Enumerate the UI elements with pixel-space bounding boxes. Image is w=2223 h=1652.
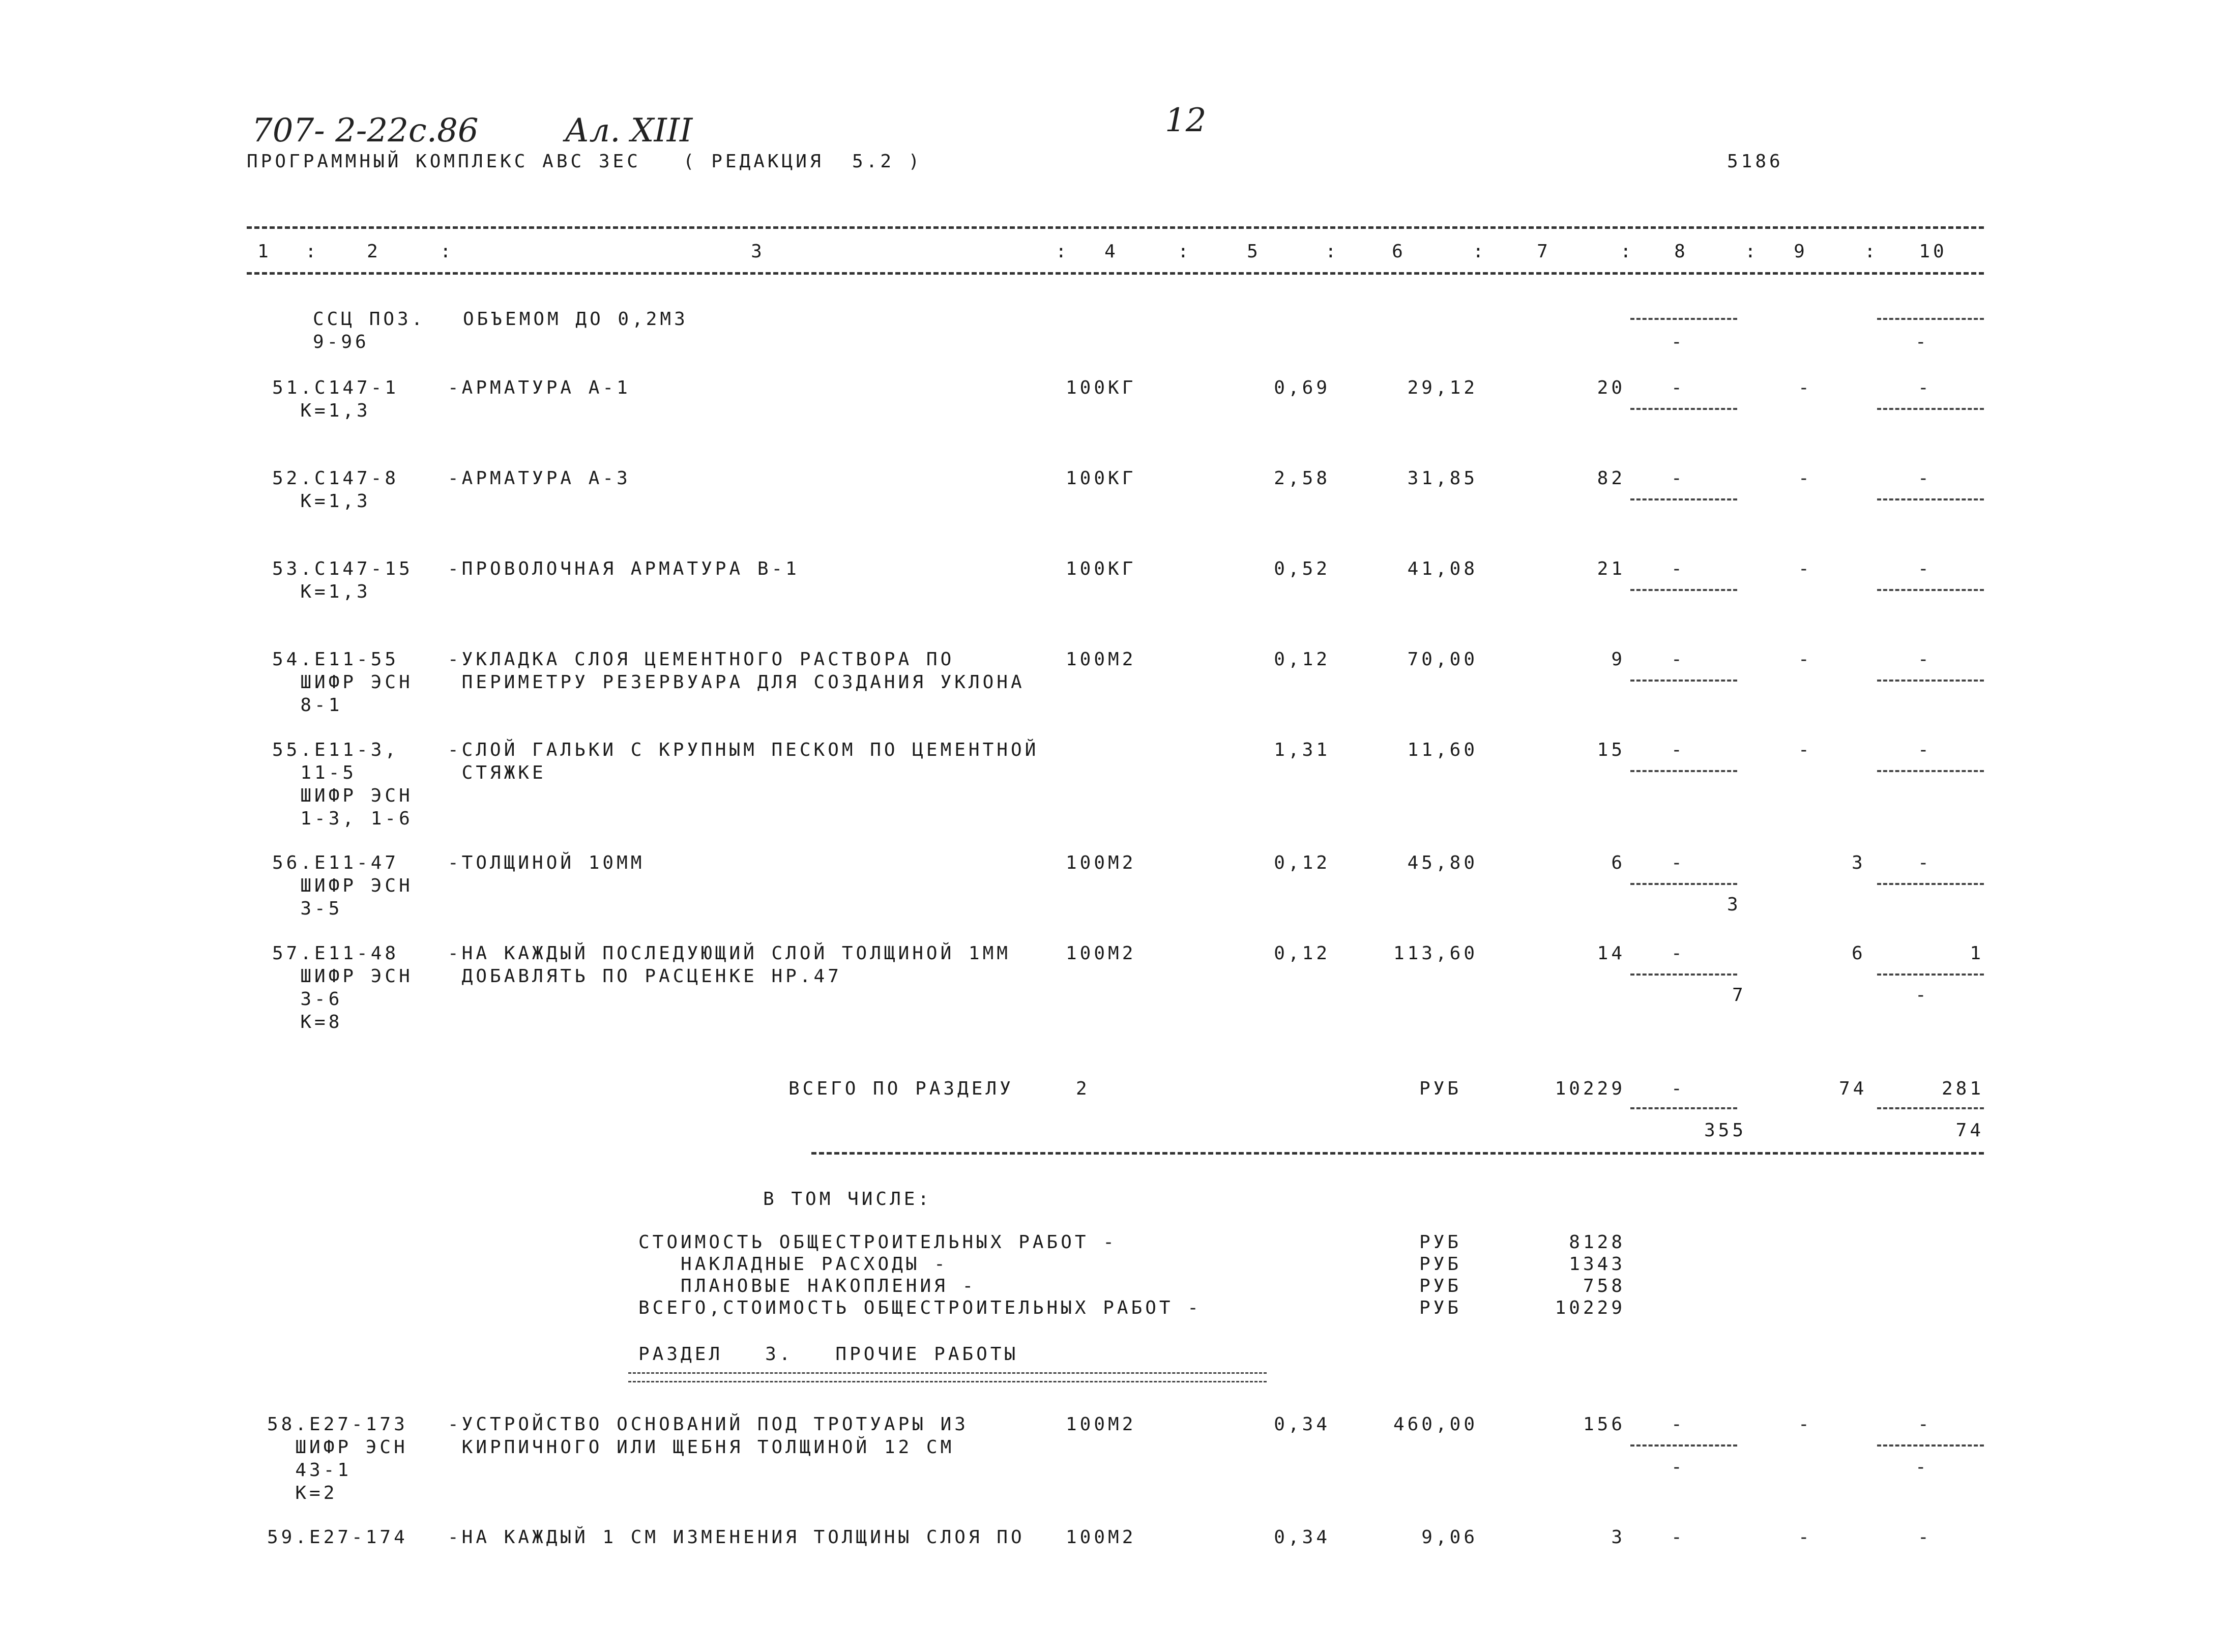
col-sep: : (1745, 241, 1759, 262)
row-rule (1630, 498, 1737, 500)
row-unit: 100М2 (1066, 852, 1136, 873)
row-code: 59.Е27-174 (267, 1527, 408, 1548)
intro-code: ССЦ ПОЗ. 9-96 (313, 309, 426, 352)
row-desc: -ПРОВОЛОЧНАЯ АРМАТУРА В-1 (448, 558, 800, 579)
row-qty: 0,12 (1274, 852, 1330, 873)
row-c8-lower: 3 (1727, 894, 1741, 915)
col-num-3: 3 (751, 241, 765, 262)
row-unit: 100КГ (1066, 468, 1136, 489)
row-rule (1630, 973, 1737, 976)
row-c10: - (1918, 649, 1932, 670)
row-code: 52.С147-8 К=1,3 (272, 468, 399, 512)
row-desc: -НА КАЖДЫЙ 1 СМ ИЗМЕНЕНИЯ ТОЛЩИНЫ СЛОЯ ПО (448, 1527, 1025, 1548)
row-code: 58.Е27-173 ШИФР ЭСН 43-1 К=2 (267, 1414, 408, 1503)
row-desc: -СЛОЙ ГАЛЬКИ С КРУПНЫМ ПЕСКОМ ПО ЦЕМЕНТНОЙ СТЯЖКЕ (448, 740, 1039, 783)
col-sep: : (1473, 241, 1487, 262)
row-rule (1877, 883, 1984, 885)
row-qty: 0,12 (1274, 943, 1330, 964)
row-c9: - (1798, 1527, 1812, 1548)
row-rule (1877, 770, 1984, 772)
row-unit: 100М2 (1066, 943, 1136, 964)
row-c9: - (1798, 1414, 1812, 1435)
row-c10-lower: - (1915, 985, 1929, 1006)
row-c9: - (1798, 740, 1812, 760)
row-rule (1630, 1444, 1737, 1447)
row-total: 15 (1597, 740, 1625, 760)
col-sep: : (1864, 241, 1879, 262)
section3-title: РАЗДЕЛ 3. ПРОЧИЕ РАБОТЫ (638, 1344, 1019, 1365)
breakdown-unit: РУБ (1419, 1276, 1462, 1296)
col-num-4: 4 (1104, 241, 1119, 262)
row-desc: -УСТРОЙСТВО ОСНОВАНИЙ ПОД ТРОТУАРЫ ИЗ КИРПИЧНОГО ИЛИ ЩЕБНЯ ТОЛЩИНОЙ 12 СМ (448, 1414, 969, 1458)
handwritten-doc-code: 707- 2-22с.86 (252, 112, 479, 150)
section-total-c8-lower: 355 (1704, 1120, 1747, 1141)
intro-rule-8 (1630, 318, 1737, 320)
col-sep: : (1325, 241, 1339, 262)
row-rule (1630, 680, 1737, 682)
col-sep: : (440, 241, 454, 262)
row-c8: - (1671, 852, 1685, 873)
row-code: 55.Е11-3, 11-5 ШИФР ЭСН 1-3, 1-6 (272, 740, 413, 829)
section-total-c8: - (1671, 1078, 1685, 1099)
row-qty: 0,52 (1274, 558, 1330, 579)
row-c9: - (1798, 649, 1812, 670)
row-total: 3 (1611, 1527, 1625, 1548)
intro-rule-10 (1877, 318, 1984, 320)
row-qty: 0,69 (1274, 377, 1330, 398)
row-c8: - (1671, 740, 1685, 760)
col-num-10: 10 (1919, 241, 1947, 262)
row-c10: - (1918, 740, 1932, 760)
row-rule (1877, 589, 1984, 591)
row-c10: - (1918, 1414, 1932, 1435)
row-total: 14 (1597, 943, 1625, 964)
row-c10-lower: - (1915, 1457, 1929, 1478)
breakdown-value: 1343 (1569, 1254, 1625, 1275)
section-total-c9: 74 (1839, 1078, 1867, 1099)
row-c8: - (1671, 1527, 1685, 1548)
row-code: 56.Е11-47 ШИФР ЭСН 3-5 (272, 852, 413, 919)
row-c8: - (1671, 377, 1685, 398)
row-c8: - (1671, 468, 1685, 489)
col-num-6: 6 (1392, 241, 1406, 262)
section-total-section: 2 (1076, 1078, 1090, 1099)
row-qty: 2,58 (1274, 468, 1330, 489)
col-num-8: 8 (1674, 241, 1688, 262)
row-c8: - (1671, 1414, 1685, 1435)
row-qty: 0,34 (1274, 1527, 1330, 1548)
breakdown-value: 10229 (1555, 1297, 1625, 1318)
row-c8-lower: - (1671, 1457, 1685, 1478)
row-unit: 100КГ (1066, 377, 1136, 398)
intro-c8-lower: - (1671, 332, 1685, 352)
row-c8: - (1671, 558, 1685, 579)
row-unit: 100КГ (1066, 558, 1136, 579)
row-code: 51.С147-1 К=1,3 (272, 377, 399, 421)
program-line: ПРОГРАММНЫЙ КОМПЛЕКС АВС 3ЕС ( РЕДАКЦИЯ 5.2 ) (247, 151, 923, 172)
row-code: 57.Е11-48 ШИФР ЭСН 3-6 К=8 (272, 943, 413, 1032)
row-c9: - (1798, 468, 1812, 489)
row-c9: - (1798, 377, 1812, 398)
intro-c10-lower: - (1915, 332, 1929, 352)
row-c8-lower: 7 (1732, 985, 1746, 1006)
breakdown-label: ПЛАНОВЫЕ НАКОПЛЕНИЯ - (638, 1276, 977, 1296)
row-desc: -ТОЛЩИНОЙ 10ММ (448, 852, 645, 873)
row-c10: - (1918, 468, 1932, 489)
row-code: 54.Е11-55 ШИФР ЭСН 8-1 (272, 649, 413, 716)
section-total-unit: РУБ (1419, 1078, 1462, 1099)
row-price: 29,12 (1407, 377, 1478, 398)
handwritten-page-number: 12 (1165, 102, 1207, 139)
row-rule (1877, 680, 1984, 682)
row-c10: - (1918, 377, 1932, 398)
breakdown-label: СТОИМОСТЬ ОБЩЕСТРОИТЕЛЬНЫХ РАБОТ - (638, 1232, 1117, 1253)
row-total: 82 (1597, 468, 1625, 489)
col-num-2: 2 (367, 241, 381, 262)
row-unit: 100М2 (1066, 649, 1136, 670)
section3-underline (628, 1372, 1267, 1382)
row-rule (1877, 1444, 1984, 1447)
row-rule (1630, 589, 1737, 591)
row-price: 41,08 (1407, 558, 1478, 579)
row-unit: 100М2 (1066, 1527, 1136, 1548)
row-total: 156 (1583, 1414, 1625, 1435)
row-rule (1630, 408, 1737, 410)
breakdown-label: ВСЕГО,СТОИМОСТЬ ОБЩЕСТРОИТЕЛЬНЫХ РАБОТ - (638, 1297, 1202, 1318)
col-num-9: 9 (1794, 241, 1808, 262)
row-desc: -УКЛАДКА СЛОЯ ЦЕМЕНТНОГО РАСТВОРА ПО ПЕРИМЕТРУ РЕЗЕРВУАРА ДЛЯ СОЗДАНИЯ УКЛОНА (448, 649, 1025, 693)
row-price: 460,00 (1393, 1414, 1478, 1435)
breakdown-value: 8128 (1569, 1232, 1625, 1253)
section-total-rule (1877, 1107, 1984, 1109)
row-c10: - (1918, 1527, 1932, 1548)
col-sep: : (1620, 241, 1634, 262)
intro-desc: ОБЪЕМОМ ДО 0,2М3 (463, 309, 688, 330)
row-code: 53.С147-15 К=1,3 (272, 558, 413, 602)
section-total-label: ВСЕГО ПО РАЗДЕЛУ (788, 1078, 1014, 1099)
row-qty: 0,34 (1274, 1414, 1330, 1435)
row-c8: - (1671, 649, 1685, 670)
breakdown-unit: РУБ (1419, 1254, 1462, 1275)
row-price: 113,60 (1393, 943, 1478, 964)
row-qty: 1,31 (1274, 740, 1330, 760)
row-total: 9 (1611, 649, 1625, 670)
row-qty: 0,12 (1274, 649, 1330, 670)
row-c8: - (1671, 943, 1685, 964)
row-unit: 100М2 (1066, 1414, 1136, 1435)
row-price: 11,60 (1407, 740, 1478, 760)
row-rule (1877, 498, 1984, 500)
row-desc: -АРМАТУРА А-3 (448, 468, 631, 489)
row-c9: 6 (1852, 943, 1866, 964)
header-rule-top (247, 226, 1984, 229)
row-total: 21 (1597, 558, 1625, 579)
breakdown-label: НАКЛАДНЫЕ РАСХОДЫ - (638, 1254, 948, 1275)
col-num-7: 7 (1537, 241, 1551, 262)
doc-number: 5186 (1727, 151, 1783, 172)
row-rule (1877, 973, 1984, 976)
col-sep: : (1056, 241, 1070, 262)
section-total-rule (1630, 1107, 1737, 1109)
row-c10: - (1918, 852, 1932, 873)
col-num-1: 1 (257, 241, 272, 262)
row-price: 31,85 (1407, 468, 1478, 489)
breakdown-unit: РУБ (1419, 1232, 1462, 1253)
row-desc: -АРМАТУРА А-1 (448, 377, 631, 398)
section-total-rule-long (811, 1152, 1984, 1155)
row-c9: - (1798, 558, 1812, 579)
row-rule (1630, 883, 1737, 885)
breakdown-heading: В ТОМ ЧИСЛЕ: (763, 1189, 932, 1210)
row-desc: -НА КАЖДЫЙ ПОСЛЕДУЮЩИЙ СЛОЙ ТОЛЩИНОЙ 1ММ ДОБАВЛЯТЬ ПО РАСЦЕНКЕ НР.47 (448, 943, 1011, 987)
handwritten-sheet: Ал. XIII (565, 112, 693, 150)
row-rule (1877, 408, 1984, 410)
section-total-c10: 281 (1941, 1078, 1984, 1099)
col-sep: : (305, 241, 319, 262)
header-rule-bottom (247, 272, 1984, 275)
section-total-value: 10229 (1555, 1078, 1625, 1099)
row-total: 6 (1611, 852, 1625, 873)
breakdown-unit: РУБ (1419, 1297, 1462, 1318)
row-c9: 3 (1852, 852, 1866, 873)
row-total: 20 (1597, 377, 1625, 398)
col-num-5: 5 (1247, 241, 1261, 262)
section-total-c10-lower: 74 (1955, 1120, 1984, 1141)
row-rule (1630, 770, 1737, 772)
row-price: 45,80 (1407, 852, 1478, 873)
row-price: 9,06 (1421, 1527, 1478, 1548)
row-c10: 1 (1970, 943, 1984, 964)
row-price: 70,00 (1407, 649, 1478, 670)
breakdown-value: 758 (1583, 1276, 1625, 1296)
row-c10: - (1918, 558, 1932, 579)
col-sep: : (1178, 241, 1192, 262)
